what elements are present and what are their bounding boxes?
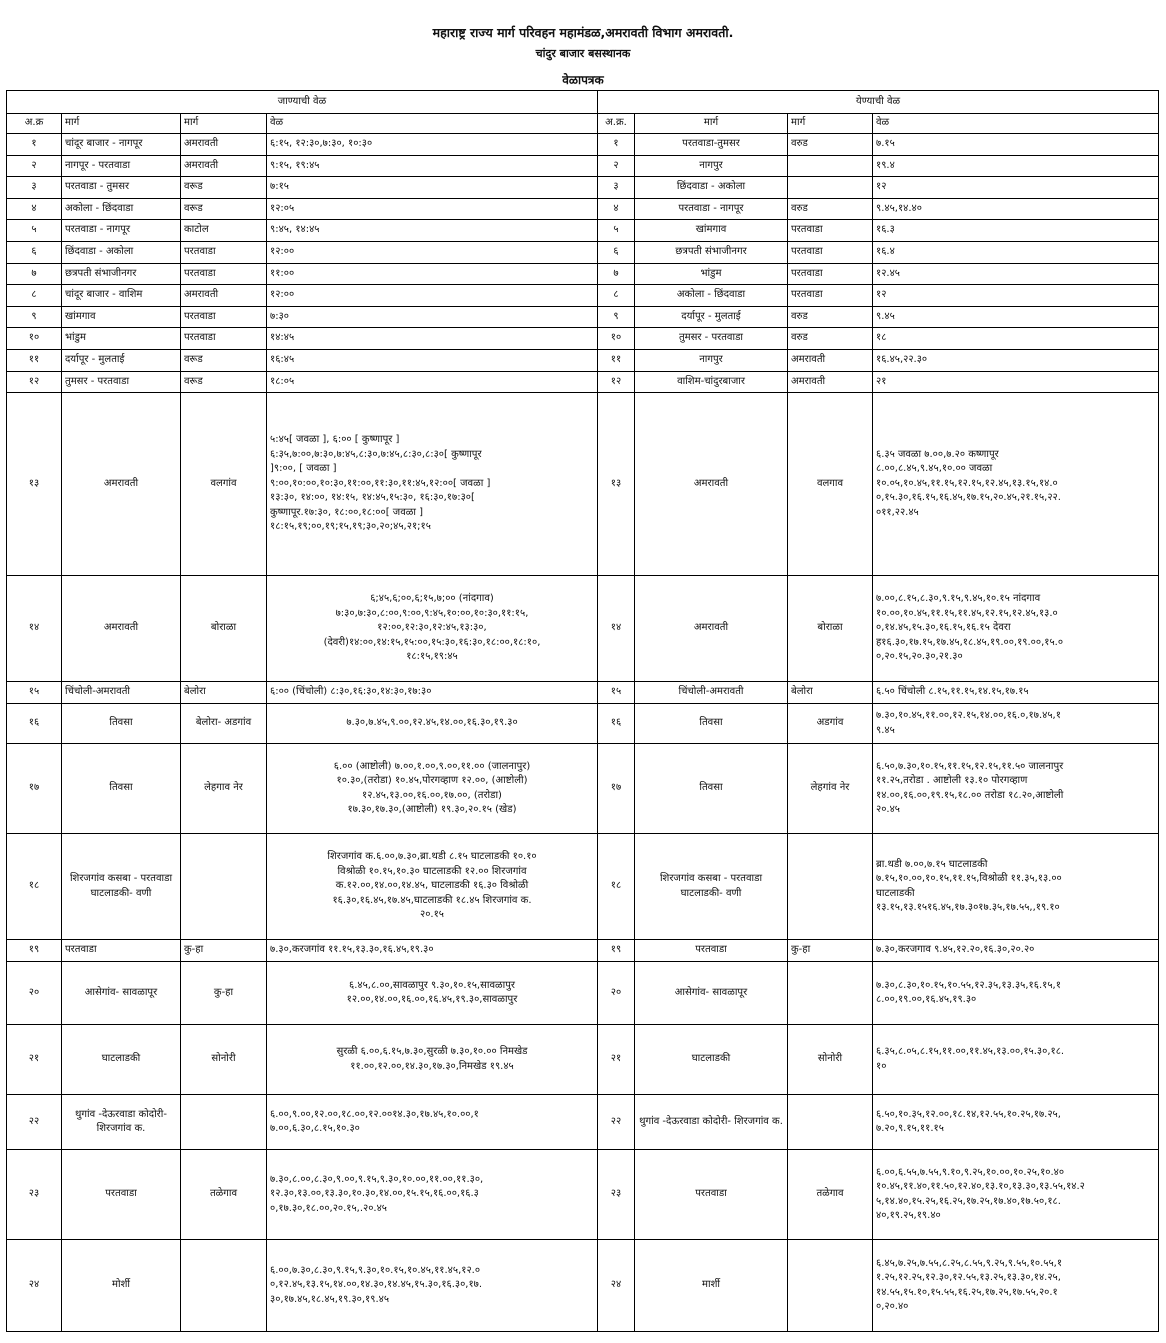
sr-cell-right: १० [598, 328, 635, 350]
time-cell-right [873, 744, 1159, 834]
time-line: ७.३०,८.३०,१०.१५,१०.५५,१२.३५,१३.३५,१६.१५,१ [876, 979, 1061, 991]
time-line: १३:३०, १४:००, १४:१५, १४:४५,१५:३०, १६:३०,१७:३०[ [270, 492, 475, 504]
arrival-section-header: येण्याची वेळ [598, 91, 1159, 114]
route-cell: आसेगांव- सावळापूर [62, 962, 181, 1025]
depot-cell-right [788, 155, 873, 177]
depot-cell-right: लेहगांव नेर [788, 744, 873, 834]
time-cell: ६:०० (चिंचोली) ८:३०,१६:३०,१४:३०,१७:३० [267, 682, 598, 704]
route-cell-right: अकोला - छिंदवाडा [635, 285, 788, 307]
time-cell-right: ७.३०,करजगाव ९.४५,१२.२०,१६.३०,२०.२० [873, 940, 1159, 962]
table-row [7, 134, 1159, 156]
route-cell: परतवाडा [62, 940, 181, 962]
sr-cell-right: १९ [598, 940, 635, 962]
table-row [7, 263, 1159, 285]
time-line: ५:४५[ जवळा ], ६:०० [ कुष्णापूर ] [270, 434, 400, 446]
sr-cell-right: १ [598, 134, 635, 156]
sr-cell: ५ [7, 220, 62, 242]
time-line: शिरजगांव क.६.००,७.३०,ब्रा.थडी ८.१५ घाटलाडकी १०.१० [327, 851, 537, 863]
time-line: ब्रा.थडी ७.००,७.१५ घाटलाडकी [876, 858, 988, 870]
time-line: ६.५०,१०.३५,१२.००,१८.१४,१२.५५,१०.२५,१७.२५, [876, 1108, 1061, 1120]
route-cell-right: तिवसा [635, 744, 788, 834]
time-line: १०.३०,(तरोडा) १०.४५,पोरगव्हाण १२.००, (आष्टोली) [336, 775, 528, 787]
depot-cell: कु-हा [181, 940, 267, 962]
table-row [7, 349, 1159, 371]
time-cell: ७:३० [267, 306, 598, 328]
sr-cell: १८ [7, 834, 62, 940]
time-cell-right: ९.४५,१४.४० [873, 198, 1159, 220]
page-title: महाराष्ट्र राज्य मार्ग परिवहन महामंडळ,अमरावती विभाग अमरावती. [432, 25, 734, 40]
table-row [7, 834, 1159, 940]
time-cell: १२:०० [267, 285, 598, 307]
time-line: क.१२.००,१४.००,१४.४५, घाटलाडकी १६.३० विश्रोळी [335, 880, 529, 892]
document-name: वेळापत्रक [562, 73, 604, 87]
sr-cell-right: १४ [598, 576, 635, 682]
depot-cell: अमरावती [181, 285, 267, 307]
route-cell: चिंचोली-अमरावती [62, 682, 181, 704]
time-cell-right [873, 1025, 1159, 1095]
sr-cell-right: २३ [598, 1150, 635, 1240]
time-line: ६.३५ जवळा ७.००,७.२० कष्णापूर [876, 448, 999, 460]
sr-cell: २१ [7, 1025, 62, 1095]
route-cell: चांदूर बाजार - नागपूर [62, 134, 181, 156]
depot-cell-right [788, 1095, 873, 1150]
sr-cell: २३ [7, 1150, 62, 1240]
table-row [7, 220, 1159, 242]
route-cell: तिवसा [62, 704, 181, 744]
time-line: ०,२०.४० [876, 1301, 909, 1313]
time-cell: ११:०० [267, 263, 598, 285]
depot-cell: परतवाडा [181, 328, 267, 350]
time-cell-right [873, 1095, 1159, 1150]
route-cell-right: चिंचोली-अमरावती [635, 682, 788, 704]
time-line: १२.४५,१३.००,१६.००,१७.००, (तरोडा) [362, 789, 502, 801]
time-cell-right [873, 962, 1159, 1025]
col-depot-right: मार्ग [788, 114, 873, 134]
depot-cell: अमरावती [181, 155, 267, 177]
time-cell-right [873, 576, 1159, 682]
route-cell-right: अमरावती [635, 393, 788, 576]
sr-cell-right: १३ [598, 393, 635, 576]
route-cell: अकोला - छिंदवाडा [62, 198, 181, 220]
sr-cell: १० [7, 328, 62, 350]
sr-cell: १९ [7, 940, 62, 962]
time-line: ७.००,८.१५,८.३०,९.१५,९.४५,१०.१५ नांदगाव [876, 593, 1041, 605]
sr-cell-right: ११ [598, 349, 635, 371]
time-line: १३.१५,१३.१५१६.४५,१७.३०१७.३५,१७.५५,,१९.१० [876, 902, 1060, 914]
sr-cell-right: २२ [598, 1095, 635, 1150]
depot-cell: परतवाडा [181, 263, 267, 285]
table-row [7, 393, 1159, 576]
route-cell-right: वाशिम-चांदुरबाजार [635, 371, 788, 393]
time-cell-right: १२ [873, 285, 1159, 307]
route-cell: अमरावती [62, 393, 181, 576]
table-row [7, 940, 1159, 962]
time-cell [267, 962, 598, 1025]
time-line: ९.४५ [876, 724, 895, 736]
sr-cell: १७ [7, 744, 62, 834]
depot-cell: अमरावती [181, 134, 267, 156]
sr-cell-right: ६ [598, 241, 635, 263]
depot-cell: परतवाडा [181, 241, 267, 263]
time-cell [267, 1095, 598, 1150]
route-cell-right: परतवाडा-तुमसर [635, 134, 788, 156]
table-row [7, 1240, 1159, 1332]
time-line: ८.००,८.४५,९.४५,१०.०० जवळा [876, 463, 993, 475]
depot-cell: सोनोरी [181, 1025, 267, 1095]
route-cell-right: परतवाडा [635, 1150, 788, 1240]
time-line: ७.००,६.३०,८.१५,१०.३० [270, 1123, 360, 1135]
table-row [7, 306, 1159, 328]
sr-cell-right: १२ [598, 371, 635, 393]
depot-cell: परतवाडा [181, 306, 267, 328]
time-cell-right: १६.४५,२२.३० [873, 349, 1159, 371]
depot-cell: बोराळा [181, 576, 267, 682]
route-cell: नागपूर - परतवाडा [62, 155, 181, 177]
table-row [7, 962, 1159, 1025]
depot-cell: लेहगाव नेर [181, 744, 267, 834]
time-cell [267, 393, 598, 576]
time-line: १२.००,१४.००,१६.००,१६.४५,१९.३०,सावळापुर [346, 994, 518, 1006]
time-cell-right: १२ [873, 177, 1159, 199]
route-cell: मोर्शी [62, 1240, 181, 1332]
depot-cell: वरूड [181, 349, 267, 371]
time-line: ६.००,६.५५,७.५५,९.१०,९.२५,१०.००,१०.२५,१०.४० [876, 1166, 1065, 1178]
depot-cell: वरूड [181, 371, 267, 393]
route-cell: परतवाडा - नागपूर [62, 220, 181, 242]
time-cell: १२:०५ [267, 198, 598, 220]
time-line: १.२५,१२.२५,१२.३०,१२.५५,१३.२५,१३.३०,१४.२५, [876, 1272, 1061, 1284]
route-cell: परतवाडा [62, 1150, 181, 1240]
time-cell-right: ९.४५ [873, 306, 1159, 328]
route-cell-right: परतवाडा [635, 940, 788, 962]
route-cell-right: छिंदवाडा - अकोला [635, 177, 788, 199]
time-cell [267, 576, 598, 682]
depot-cell-right: वरुड [788, 198, 873, 220]
route-cell: छिंदवाडा - अकोला [62, 241, 181, 263]
depot-cell-right: कु-हा [788, 940, 873, 962]
depot-cell-right [788, 962, 873, 1025]
sr-cell: २० [7, 962, 62, 1025]
time-cell-right: १८ [873, 328, 1159, 350]
time-line: ७.३०,७.४५,९.००,१२.४५,१४.००,१६.३०,१९.३० [346, 717, 518, 729]
time-line: ०११,२२.४५ [876, 506, 919, 518]
time-line: १८:१५,१९:४५ [406, 651, 458, 663]
time-cell [267, 704, 598, 744]
route-cell: खांमगाव [62, 306, 181, 328]
time-line: ६.४५,८.००,सावळापुर ९.३०,१०.१५,सावळापुर [349, 979, 515, 991]
depot-cell-right: बोराळा [788, 576, 873, 682]
table-row [7, 285, 1159, 307]
time-cell: ६:१५, १२:३०,७:३०, १०:३० [267, 134, 598, 156]
route-cell: अमरावती [62, 576, 181, 682]
time-line: विश्रोळी १०.१५,१०.३० घाटलाडकी १२.०० शिरजगांव [337, 865, 527, 877]
time-line: १२:००,१२:३०,१२:४५,१३:३०, [377, 622, 487, 634]
sr-cell-right: २४ [598, 1240, 635, 1332]
time-line: ९:००,१०:००,१०:३०,११:००,११:३०,११:४५,१२:००[ जवळा ] [270, 477, 491, 489]
time-line: ७.१५,१०.००,१०.१५,११.१५,विश्रोळी ११.३५,१३.०० [876, 873, 1062, 885]
time-line: ०,१५.३०,१६.१५,१६.४५,१७.१५,२०.४५,२१.१५,२२. [876, 492, 1061, 504]
depot-cell [181, 834, 267, 940]
table-row [7, 682, 1159, 704]
depot-cell [181, 1095, 267, 1150]
depot-cell: काटोल [181, 220, 267, 242]
route-cell-right: खांमगाव [635, 220, 788, 242]
depot-cell: वरूड [181, 177, 267, 199]
depot-cell-right [788, 177, 873, 199]
sr-cell-right: १५ [598, 682, 635, 704]
table-row [7, 744, 1159, 834]
sr-cell: १४ [7, 576, 62, 682]
time-line: १४.५५,१५.१०,१५.५५,१६.२५,१७.२५,१७.५५,२०.१ [876, 1286, 1058, 1298]
sr-cell: २२ [7, 1095, 62, 1150]
time-line: २०.१५ [420, 909, 444, 921]
time-line: १४.००,१६.००,१९.१५,१८.०० तरोडा १८.२०,आष्टोली [876, 789, 1064, 801]
depot-cell-right: सोनोरी [788, 1025, 873, 1095]
route-cell: दर्यापूर - मुलताई [62, 349, 181, 371]
sr-cell-right: ९ [598, 306, 635, 328]
depot-cell: तळेगाव [181, 1150, 267, 1240]
route-cell: तिवसा [62, 744, 181, 834]
route-cell-right: दर्यापूर - मुलताई [635, 306, 788, 328]
table-row [7, 1150, 1159, 1240]
depot-cell: वरूड [181, 198, 267, 220]
time-line: १०.४५,११.४०,११.५०,१२.४०,१३.१०,१३.३०,१३.५५,१४.२ [876, 1181, 1085, 1193]
depot-cell: कु-हा [181, 962, 267, 1025]
time-cell-right [873, 1150, 1159, 1240]
depot-cell-right: परतवाडा [788, 241, 873, 263]
time-line: ६.०० (आष्टोली) ७.००,१.००,९.००,११.०० (जालनापुर) [333, 760, 531, 772]
route-cell: तुमसर - परतवाडा [62, 371, 181, 393]
route-cell-right: घाटलाडकी [635, 1025, 788, 1095]
time-line: ६.४५,७.२५,७.५५,८.२५,८.५५,९.२५,९.५५,१०.५५,१ [876, 1257, 1063, 1269]
route-cell: परतवाडा - तुमसर [62, 177, 181, 199]
time-line: २०.४५ [876, 804, 900, 816]
time-line: ]९:००, [ जवळा ] [270, 463, 337, 475]
sr-cell: ६ [7, 241, 62, 263]
time-cell [267, 1025, 598, 1095]
time-line: १८:१५,१९;००,१९;१५,१९;३०,२०;४५,२१;१५ [270, 521, 431, 533]
time-line: ८.००,१९.००,१६.४५,१९.३० [876, 994, 977, 1006]
route-cell-right: शिरजगांव कसबा - परतवाडा घाटलाडकी- वणी [635, 834, 788, 940]
depot-cell-right: वरुड [788, 134, 873, 156]
depot-cell-right: बेलोरा [788, 682, 873, 704]
time-cell-right: ६.५० चिंचोली ८.१५,११.१५,१४.१५,१७.१५ [873, 682, 1159, 704]
time-line: ६;४५,६;००,६;१५,७;०० (नांदगाव) [370, 593, 494, 605]
depot-cell-right [788, 1240, 873, 1332]
route-cell-right: छत्रपती संभाजीनगर [635, 241, 788, 263]
time-line: घाटलाडकी [876, 887, 915, 899]
time-cell [267, 834, 598, 940]
depot-cell-right: वरुड [788, 306, 873, 328]
time-line: ६.५०,७.३०,१०.१५,११.१५,१२.१५,११.५० जालनापुर [876, 760, 1064, 772]
time-line: सुरळी ६.००,६.१५,७.३०,सुरळी ७.३०,१०.०० निमखेड [336, 1046, 528, 1058]
time-line: १०.००,१०.४५,११.१५,११.४५,१२.१५,१२.४५,१३.० [876, 607, 1058, 619]
sr-cell: १३ [7, 393, 62, 576]
depot-cell: बेलोरा- अडगांव [181, 704, 267, 744]
depot-cell-right: अडगांव [788, 704, 873, 744]
route-cell-right: तिवसा [635, 704, 788, 744]
table-row [7, 1025, 1159, 1095]
sr-cell-right: ७ [598, 263, 635, 285]
route-cell-right: परतवाडा - नागपूर [635, 198, 788, 220]
sr-cell: २ [7, 155, 62, 177]
depot-cell-right: अमरावती [788, 349, 873, 371]
depot-cell-right: वरुड [788, 328, 873, 350]
route-cell-right: तुमसर - परतवाडा [635, 328, 788, 350]
col-depot-left: मार्ग [181, 114, 267, 134]
sr-cell-right: २ [598, 155, 635, 177]
departure-section-header: जाण्याची वेळ [7, 91, 598, 114]
sr-cell-right: २० [598, 962, 635, 1025]
time-cell: ७.३०,करजगांव ११.१५,१३.३०,१६.४५,१९.३० [267, 940, 598, 962]
sr-cell-right: ८ [598, 285, 635, 307]
col-time-right: वेळ [873, 114, 1159, 134]
time-line: ०,१७.३०,१८.००,२०.१५,.२०.४५ [270, 1202, 388, 1214]
time-line: ७.२०,९.१५,११.१५ [876, 1123, 944, 1135]
time-cell: ९:४५, १४:४५ [267, 220, 598, 242]
sr-cell-right: १६ [598, 704, 635, 744]
sr-cell: ४ [7, 198, 62, 220]
time-cell-right [873, 704, 1159, 744]
depot-cell-right: परतवाडा [788, 285, 873, 307]
col-route-right: मार्ग [635, 114, 788, 134]
time-line: ७.३०,८.००,८.३०,९.००,९.१५,९.३०,१०.००,११.००,११.३०, [270, 1173, 484, 1185]
sr-cell: ८ [7, 285, 62, 307]
time-cell-right [873, 834, 1159, 940]
timetable [6, 90, 1159, 1332]
table-row [7, 177, 1159, 199]
route-cell: छत्रपती संभाजीनगर [62, 263, 181, 285]
route-cell-right: नागपुर [635, 155, 788, 177]
table-row [7, 371, 1159, 393]
route-cell: शिरजगांव कसबा - परतवाडा घाटलाडकी- वणी [62, 834, 181, 940]
sr-cell: २४ [7, 1240, 62, 1332]
depot-cell [181, 1240, 267, 1332]
route-cell: थुगांव -देऊरवाडा कोदोरी-शिरजगांव क. [62, 1095, 181, 1150]
depot-cell-right: तळेगाव [788, 1150, 873, 1240]
sr-cell: १६ [7, 704, 62, 744]
time-cell [267, 1150, 598, 1240]
sr-cell-right: ५ [598, 220, 635, 242]
route-cell-right: नागपुर [635, 349, 788, 371]
time-cell [267, 1240, 598, 1332]
time-line: ७:३०,७:३०,८:००,९:००,९:४५,१०:००,१०:३०,११:१५, [335, 607, 529, 619]
time-line: १० [876, 1060, 887, 1072]
time-line: ३०,१७.४५,१८.४५,१९.३०,१९.४५ [270, 1293, 390, 1305]
sr-cell-right: ४ [598, 198, 635, 220]
table-row [7, 241, 1159, 263]
time-cell: ९:१५, १९:४५ [267, 155, 598, 177]
sr-cell: १२ [7, 371, 62, 393]
route-cell: चांदूर बाजार - वाशिम [62, 285, 181, 307]
time-cell-right: २१ [873, 371, 1159, 393]
sr-cell-right: २१ [598, 1025, 635, 1095]
depot-cell-right: परतवाडा [788, 263, 873, 285]
sr-cell: १ [7, 134, 62, 156]
time-line: ०,२०.१५,२०.३०,२१.३० [876, 651, 963, 663]
sr-cell: १५ [7, 682, 62, 704]
route-cell-right: भांडुम [635, 263, 788, 285]
depot-cell: बेलोरा [181, 682, 267, 704]
table-row [7, 155, 1159, 177]
time-cell: १८:०५ [267, 371, 598, 393]
time-cell-right [873, 393, 1159, 576]
time-line: १२.३०,१३.००,१३.३०,१०.३०,१४.००,१५.१५,१६.००,१६.३ [270, 1188, 479, 1200]
route-cell-right: मार्शी [635, 1240, 788, 1332]
sr-cell: ९ [7, 306, 62, 328]
time-cell-right: १९.४ [873, 155, 1159, 177]
sr-cell: ३ [7, 177, 62, 199]
route-cell: घाटलाडकी [62, 1025, 181, 1095]
time-cell: १४:४५ [267, 328, 598, 350]
time-line: कुष्णापूर.१७:३०, १८:००,१८:००[ जवळा ] [270, 506, 424, 518]
time-cell-right: १६.४ [873, 241, 1159, 263]
sr-cell: ७ [7, 263, 62, 285]
time-line: ४०,१९.२५,१९.४० [876, 1210, 941, 1222]
depot-cell-right: अमरावती [788, 371, 873, 393]
depot-cell: वलगांव [181, 393, 267, 576]
sr-cell-right: १७ [598, 744, 635, 834]
time-line: १०.०५,१०.४५,११.१५,१२.१५,१२.४५,१३.१५,१४.० [876, 477, 1058, 489]
time-line: ५,१४.४०,१५.२५,१६.२५,१७.२५,१७.४०,१७.५०,१८. [876, 1195, 1061, 1207]
time-line: ६:३५,७:००,७:३०,७:४५,८:३०,७:४५,८:३०,८:३०[ कुष्णापूर [270, 448, 482, 460]
time-cell [267, 744, 598, 834]
route-cell-right: आसेगांव- सावळापूर [635, 962, 788, 1025]
depot-cell-right [788, 834, 873, 940]
col-sr-left: अ.क्र [7, 114, 62, 134]
table-row [7, 576, 1159, 682]
time-line: ०,१४.४५,१५.३०,१६.१५,१६.१५ देवरा [876, 622, 1011, 634]
col-sr-right: अ.क्र. [598, 114, 635, 134]
route-cell: भांडुम [62, 328, 181, 350]
time-line: ०,१२.४५,१३.१५,१४.००,१४.३०,१४.४५,१५.३०,१६.३०,१७. [270, 1279, 483, 1291]
time-cell-right [873, 1240, 1159, 1332]
time-cell-right: ७.१५ [873, 134, 1159, 156]
time-cell: १२:०० [267, 241, 598, 263]
time-line: १६.३०,१६.४५,१७.४५,घाटलाडकी १८.४५ शिरजगांव क. [332, 894, 532, 906]
time-line: १७.३०,१७.३०,(आष्टोली) १९.३०,२०.१५ (खेड) [347, 804, 517, 816]
time-line: ६.००,९.००,१२.००,१८.००,१२.००१४.३०,१७.४५,१०.००,१ [270, 1108, 479, 1120]
sr-cell: ११ [7, 349, 62, 371]
route-cell-right: अमरावती [635, 576, 788, 682]
depot-cell-right: वलगाव [788, 393, 873, 576]
table-row [7, 328, 1159, 350]
time-line: ६.००,७.३०,८.३०,९.१५,९.३०,१०.१५,१०.४५,११.४५,१२.० [270, 1264, 481, 1276]
col-time-left: वेळ [267, 114, 598, 134]
time-line: ७.३०,१०.४५,११.००,१२.१५,१४.००,१६.०,१७.४५,१ [876, 710, 1061, 722]
time-line: ११.००,१२.००,१४.३०,१७.३०,निमखेड १९.४५ [350, 1060, 514, 1072]
time-cell: ७:१५ [267, 177, 598, 199]
table-row [7, 1095, 1159, 1150]
time-line: ह१६.३०,१७.१५,१७.४५,१८.४५,१९.००,१९.००,१५.० [876, 636, 1064, 648]
sr-cell-right: १८ [598, 834, 635, 940]
time-line: (देवरी)१४:००,१४:१५,१५:००,१५:३०,१६:३०,१८:००,१८:१०, [323, 636, 541, 648]
route-cell-right: थुगांव -देऊरवाडा कोदोरी- शिरजगांव क. [635, 1095, 788, 1150]
sr-cell-right: ३ [598, 177, 635, 199]
table-row [7, 704, 1159, 744]
table-row [7, 198, 1159, 220]
page-subtitle: चांदुर बाजार बसस्थानक [535, 47, 631, 60]
time-line: ११.२५,तरोडा . आष्टोली १३.१० पोरगव्हाण [876, 775, 1028, 787]
col-route-left: मार्ग [62, 114, 181, 134]
time-line: ६.३५,८.०५,८.१५,११.००,११.४५,१३.००,१५.३०,१८. [876, 1046, 1065, 1058]
time-cell-right: १२.४५ [873, 263, 1159, 285]
time-cell-right: १६.३ [873, 220, 1159, 242]
time-cell: १६:४५ [267, 349, 598, 371]
depot-cell-right: परतवाडा [788, 220, 873, 242]
